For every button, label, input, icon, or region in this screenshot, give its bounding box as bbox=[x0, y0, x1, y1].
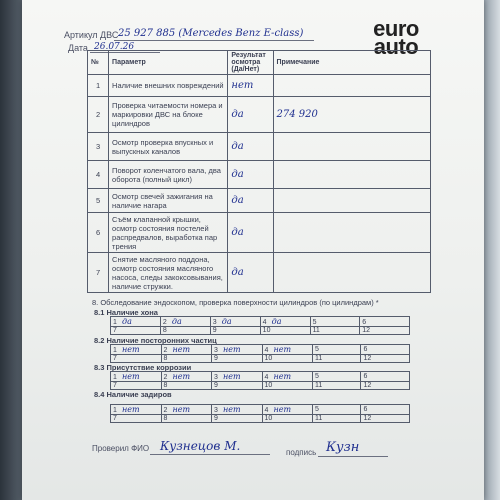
signature-label: подпись bbox=[286, 448, 317, 457]
article-value: 25 927 885 (Mercedes Benz E-class) bbox=[118, 28, 304, 39]
cylinder-value: нет bbox=[273, 345, 292, 354]
cylinder-cell bbox=[212, 405, 263, 415]
row-result: да bbox=[231, 109, 244, 120]
cylinder-number: 7 bbox=[113, 382, 117, 389]
row-num: 1 bbox=[88, 75, 109, 97]
row-param: Осмотр проверка впускных и выпускных каналов bbox=[109, 133, 228, 161]
cylinder-grid bbox=[110, 371, 410, 390]
cylinder-number: 8 bbox=[163, 382, 168, 389]
row-num: 5 bbox=[88, 189, 109, 213]
result-cell bbox=[228, 161, 273, 189]
table-row bbox=[88, 75, 431, 97]
table-row bbox=[111, 327, 410, 335]
cylinder-number: 11 bbox=[315, 382, 323, 389]
cylinder-value: нет bbox=[172, 405, 191, 414]
table-row bbox=[88, 133, 431, 161]
cylinder-cell bbox=[313, 405, 361, 415]
date-label: Дата bbox=[68, 43, 88, 53]
cylinder-number: 12 bbox=[363, 415, 372, 422]
cylinder-cell bbox=[111, 345, 162, 355]
cylinder-cell bbox=[262, 355, 313, 363]
row-result: да bbox=[231, 267, 244, 278]
row-result: да bbox=[231, 141, 244, 152]
subsection-title: 8.1 Наличие хона bbox=[94, 308, 158, 317]
table-row bbox=[111, 382, 410, 390]
cylinder-cell bbox=[361, 382, 410, 390]
table-row bbox=[88, 161, 431, 189]
checked-by-line bbox=[150, 454, 270, 455]
col-param: Параметр bbox=[109, 51, 228, 75]
result-cell bbox=[228, 75, 273, 97]
cylinder-number: 7 bbox=[113, 415, 117, 422]
cylinder-number: 4 bbox=[262, 319, 267, 326]
row-num: 7 bbox=[88, 253, 109, 293]
cylinder-cell bbox=[310, 317, 360, 327]
cylinder-number: 10 bbox=[264, 355, 273, 362]
cylinder-number: 5 bbox=[315, 346, 319, 353]
cylinder-cell bbox=[313, 382, 361, 390]
logo-line-2: auto bbox=[373, 34, 419, 59]
cylinder-number: 10 bbox=[264, 382, 273, 389]
cylinder-number: 9 bbox=[214, 382, 218, 389]
cylinder-cell bbox=[212, 372, 263, 382]
row-num: 4 bbox=[88, 161, 109, 189]
col-note: Примечание bbox=[273, 51, 430, 75]
cylinder-number: 5 bbox=[312, 319, 317, 326]
cylinder-number: 3 bbox=[214, 374, 218, 381]
checked-by-label: Проверил ФИО bbox=[92, 444, 150, 453]
cylinder-number: 1 bbox=[113, 347, 117, 354]
cylinder-cell bbox=[111, 415, 162, 423]
cylinder-value: нет bbox=[122, 405, 140, 414]
cylinder-number: 9 bbox=[214, 415, 218, 422]
row-param: Осмотр свечей зажигания на наличие нагара bbox=[109, 189, 228, 213]
cylinder-value: нет bbox=[223, 345, 241, 354]
row-result: да bbox=[231, 169, 244, 180]
col-num: № bbox=[88, 51, 109, 75]
cylinder-number: 12 bbox=[362, 327, 371, 334]
cylinder-cell bbox=[111, 317, 161, 327]
cylinder-number: 3 bbox=[212, 319, 217, 326]
row-note: 274 920 bbox=[276, 109, 318, 120]
row-result: нет bbox=[231, 80, 254, 91]
cylinder-cell bbox=[160, 327, 210, 335]
note-cell bbox=[273, 213, 430, 253]
row-param: Проверка читаемости номера и маркировки ДВС на блоке цилиндров bbox=[109, 97, 228, 133]
result-cell bbox=[228, 213, 273, 253]
cylinder-cell bbox=[160, 317, 210, 327]
cylinder-number: 10 bbox=[262, 327, 271, 334]
table-row bbox=[88, 253, 431, 293]
cylinder-cell bbox=[260, 327, 310, 335]
cylinder-number: 11 bbox=[315, 415, 323, 422]
cylinder-cell bbox=[313, 415, 361, 423]
cylinder-cell bbox=[310, 327, 360, 335]
note-cell bbox=[273, 97, 430, 133]
cylinder-cell bbox=[361, 372, 410, 382]
cylinder-cell bbox=[361, 345, 410, 355]
cylinder-cell bbox=[262, 415, 313, 423]
note-cell bbox=[273, 161, 430, 189]
cylinder-cell bbox=[360, 327, 410, 335]
cylinder-cell bbox=[111, 405, 162, 415]
cylinder-number: 7 bbox=[113, 355, 117, 362]
logo-line-1: euro bbox=[373, 16, 419, 41]
subsection-title: 8.4 Наличие задиров bbox=[94, 390, 172, 399]
subsection-title: 8.2 Наличие посторонних частиц bbox=[94, 336, 217, 345]
cylinder-cell bbox=[210, 327, 260, 335]
row-num: 2 bbox=[88, 97, 109, 133]
cylinder-number: 4 bbox=[264, 347, 269, 354]
cylinder-number: 1 bbox=[113, 407, 117, 414]
cylinder-number: 12 bbox=[363, 355, 372, 362]
cylinder-cell bbox=[212, 415, 263, 423]
cylinder-cell bbox=[161, 382, 212, 390]
cylinder-number: 11 bbox=[312, 327, 320, 334]
cylinder-grid bbox=[110, 404, 410, 423]
col-result: Результат осмотра (Да/Нет) bbox=[228, 51, 273, 75]
cylinder-cell bbox=[212, 345, 263, 355]
cylinder-cell bbox=[313, 355, 361, 363]
table-row bbox=[111, 372, 410, 382]
row-result: да bbox=[231, 227, 244, 238]
cylinder-number: 8 bbox=[163, 415, 168, 422]
row-result: да bbox=[231, 195, 244, 206]
cylinder-cell bbox=[111, 327, 161, 335]
note-cell bbox=[273, 253, 430, 293]
cylinder-number: 2 bbox=[163, 347, 168, 354]
cylinder-cell bbox=[161, 415, 212, 423]
row-param: Снятие масляного поддона, осмотр состояния масляного насоса, следы закоксовывания, наличие стружки. bbox=[109, 253, 228, 293]
cylinder-value: нет bbox=[122, 372, 140, 381]
row-param: Поворот коленчатого вала, два оборота (полный цикл) bbox=[109, 161, 228, 189]
cylinder-cell bbox=[262, 405, 313, 415]
subsection-title: 8.3 Присутствие коррозии bbox=[94, 363, 192, 372]
cylinder-cell bbox=[262, 382, 313, 390]
cylinder-number: 2 bbox=[163, 407, 168, 414]
cylinder-value: нет bbox=[223, 405, 241, 414]
checked-by-value: Кузнецов М. bbox=[160, 439, 241, 453]
cylinder-cell bbox=[111, 372, 162, 382]
table-row bbox=[111, 317, 410, 327]
signature-line bbox=[318, 456, 388, 457]
cylinder-number: 4 bbox=[264, 407, 269, 414]
cylinder-number: 9 bbox=[214, 355, 218, 362]
inspection-sheet bbox=[22, 0, 484, 500]
row-num: 3 bbox=[88, 133, 109, 161]
article-label: Артикул ДВС bbox=[64, 30, 119, 40]
cylinder-grid bbox=[110, 316, 410, 335]
cylinder-number: 6 bbox=[363, 373, 368, 380]
background-right bbox=[482, 0, 500, 500]
table-row bbox=[111, 345, 410, 355]
cylinder-value: нет bbox=[223, 372, 241, 381]
result-cell bbox=[228, 97, 273, 133]
cylinder-cell bbox=[161, 372, 212, 382]
cylinder-number: 9 bbox=[212, 327, 217, 334]
cylinder-number: 3 bbox=[214, 347, 218, 354]
cylinder-cell bbox=[313, 372, 361, 382]
cylinder-number: 3 bbox=[214, 407, 218, 414]
cylinder-number: 4 bbox=[264, 374, 269, 381]
cylinder-value: нет bbox=[172, 372, 191, 381]
cylinder-number: 5 bbox=[315, 406, 319, 413]
cylinder-number: 12 bbox=[363, 382, 372, 389]
cylinder-cell bbox=[313, 345, 361, 355]
row-param: Съём клапанной крышки, осмотр состояния постелей распредвалов, выработка пар трения bbox=[109, 213, 228, 253]
cylinder-value: нет bbox=[273, 405, 292, 414]
cylinder-value: да bbox=[122, 317, 132, 326]
cylinder-cell bbox=[111, 355, 162, 363]
table-row bbox=[88, 189, 431, 213]
date-value: 26.07.26 bbox=[94, 42, 135, 52]
cylinder-cell bbox=[212, 355, 263, 363]
cylinder-grid bbox=[110, 344, 410, 363]
cylinder-cell bbox=[111, 382, 162, 390]
table-header-row bbox=[88, 51, 431, 75]
cylinder-cell bbox=[260, 317, 310, 327]
cylinder-cell bbox=[161, 345, 212, 355]
cylinder-cell bbox=[210, 317, 260, 327]
cylinder-number: 6 bbox=[362, 319, 367, 326]
cylinder-cell bbox=[161, 355, 212, 363]
row-param: Наличие внешних повреждений bbox=[109, 75, 228, 97]
cylinder-cell bbox=[161, 405, 212, 415]
table-row bbox=[88, 213, 431, 253]
background-left bbox=[0, 0, 22, 500]
cylinder-number: 6 bbox=[363, 346, 368, 353]
cylinder-value: да bbox=[171, 317, 182, 326]
cylinder-number: 1 bbox=[113, 319, 117, 326]
cylinder-cell bbox=[212, 382, 263, 390]
table-row bbox=[111, 355, 410, 363]
cylinder-number: 7 bbox=[113, 327, 117, 334]
table-row bbox=[111, 405, 410, 415]
cylinder-value: нет bbox=[273, 372, 292, 381]
result-cell bbox=[228, 133, 273, 161]
cylinder-number: 8 bbox=[162, 327, 167, 334]
signature: Кузн bbox=[326, 440, 360, 455]
cylinder-number: 11 bbox=[315, 355, 323, 362]
cylinder-number: 6 bbox=[363, 406, 368, 413]
note-cell bbox=[273, 75, 430, 97]
result-cell bbox=[228, 189, 273, 213]
cylinder-cell bbox=[262, 372, 313, 382]
cylinder-value: нет bbox=[122, 345, 140, 354]
cylinder-number: 2 bbox=[163, 374, 168, 381]
cylinder-cell bbox=[361, 355, 410, 363]
section-8-title: 8. Обследование эндоскопом, проверка поверхности цилиндров (по цилиндрам) * bbox=[92, 298, 379, 307]
row-num: 6 bbox=[88, 213, 109, 253]
article-line bbox=[114, 40, 314, 41]
note-cell bbox=[273, 189, 430, 213]
cylinder-cell bbox=[360, 317, 410, 327]
cylinder-value: да bbox=[221, 317, 232, 326]
table-row bbox=[88, 97, 431, 133]
table-row bbox=[111, 415, 410, 423]
cylinder-cell bbox=[262, 345, 313, 355]
result-cell bbox=[228, 253, 273, 293]
note-cell bbox=[273, 133, 430, 161]
inspection-table bbox=[87, 50, 431, 293]
cylinder-number: 2 bbox=[162, 319, 167, 326]
cylinder-number: 5 bbox=[315, 373, 319, 380]
cylinder-number: 10 bbox=[264, 415, 273, 422]
cylinder-cell bbox=[361, 415, 410, 423]
cylinder-number: 8 bbox=[163, 355, 168, 362]
cylinder-value: нет bbox=[172, 345, 191, 354]
cylinder-value: да bbox=[271, 317, 282, 326]
cylinder-number: 1 bbox=[113, 374, 117, 381]
cylinder-cell bbox=[361, 405, 410, 415]
